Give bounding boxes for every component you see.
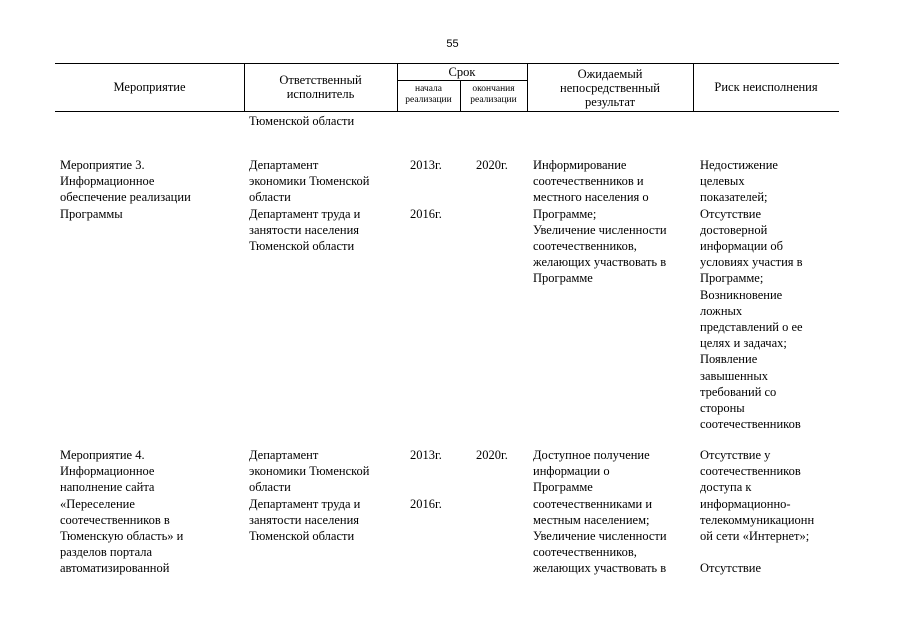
header-executor-line2: исполнитель [286, 87, 355, 101]
row1-executor [249, 157, 390, 254]
row2-risk-line: Отсутствие у [700, 448, 771, 462]
header-term-start-line1: начала [415, 84, 442, 94]
row1-risk-line: ложных [700, 303, 743, 318]
row2-start-1: 2013г. [410, 448, 442, 462]
row2-event-line: соотечественников в [60, 512, 170, 527]
row2-result [533, 447, 667, 577]
row2-event-line: Тюменскую область» и [60, 529, 184, 544]
row1-event-line: Информационное [60, 174, 155, 189]
row2-result-line: Программе [533, 480, 593, 495]
header-risk: Риск неисполнения [714, 80, 818, 94]
row1-risk-line: информации об [700, 239, 783, 254]
row1-end: 2020г. [476, 158, 508, 172]
row1-risk-line: Отсутствие [700, 206, 762, 221]
row1-exec-line: Департамент [249, 158, 319, 172]
row2-event-line: «Переселение [60, 496, 135, 511]
row1-result-line: местного населения о [533, 190, 649, 205]
row1-result-line: соотечественников, [533, 239, 637, 254]
page-number: 55 [446, 38, 459, 50]
row1-risk-line: Возникновение [700, 287, 783, 302]
row1-event-line: обеспечение реализации [60, 190, 191, 205]
header-result-line2: непосредственный [560, 81, 660, 95]
row1-event [60, 157, 191, 222]
row2-risk-line: соотечественников [700, 464, 801, 479]
header-result-line3: результат [584, 95, 636, 109]
row2-exec-line: экономики Тюменской [249, 464, 370, 479]
row1-start-2: 2016г. [410, 207, 442, 221]
header-result [527, 63, 693, 113]
header-result-line1: Ожидаемый [577, 67, 643, 81]
row2-result-line: Увеличение численности [533, 529, 667, 544]
row1-event-line: Программы [60, 206, 123, 221]
row1-exec-line: области [249, 190, 291, 205]
row2-event-line: Мероприятие 4. [60, 448, 145, 462]
row2-result-line: информации о [533, 464, 610, 479]
row1-risk-line: целевых [700, 174, 745, 189]
header-executor [244, 63, 397, 111]
row1-start-1: 2013г. [410, 158, 442, 172]
row1-risk-line: стороны [700, 401, 745, 416]
row1-risk-line: условиях участия в [700, 255, 803, 270]
row1-result-line: Увеличение численности [533, 222, 667, 237]
row1-exec-line [249, 173, 390, 189]
row1-risk-line: Недостижение [700, 158, 778, 172]
header-term-end-line1: окончания [472, 84, 515, 94]
row2-exec-line: области [249, 480, 291, 495]
row1-risk-line: Появление [700, 352, 758, 367]
exec-text: экономики Тюменской [249, 174, 370, 189]
row2-risk-line: телекоммуникационн [700, 512, 815, 527]
row2-executor [249, 447, 370, 544]
row2-exec-line: Департамент труда и [249, 496, 361, 511]
carryover-executor: Тюменской области [249, 114, 355, 128]
header-term-start-line2: реализации [405, 95, 452, 105]
row1-exec-line: Тюменской области [249, 239, 355, 254]
row1-event-line: Мероприятие 3. [60, 158, 145, 172]
row2-start-2: 2016г. [410, 497, 442, 511]
row1-exec-line: Департамент труда и [249, 206, 361, 221]
row1-result-line: желающих участвовать в [533, 255, 667, 270]
row2-exec-line: Тюменской области [249, 529, 355, 544]
header-term-end [460, 84, 527, 106]
row2-event-line: наполнение сайта [60, 480, 155, 495]
row2-risk-line: доступа к [700, 480, 752, 495]
row2-risk [700, 447, 814, 577]
term-subheader-divider [397, 80, 527, 81]
row2-result-line: желающих участвовать в [533, 561, 667, 576]
row2-exec-line: занятости населения [249, 512, 360, 527]
row2-risk-line: Отсутствие [700, 561, 762, 576]
row2-risk-line: информационно- [700, 496, 791, 511]
row2-exec-line: Департамент [249, 448, 319, 462]
row2-event-line: Информационное [60, 464, 155, 479]
row1-risk-line: достоверной [700, 222, 768, 237]
row1-risk-line: представлений о ее [700, 320, 803, 335]
header-bottom-border [55, 111, 839, 112]
row1-result-line: Программе; [533, 206, 597, 221]
row2-event-line: разделов портала [60, 545, 153, 560]
row2-event [60, 447, 183, 577]
row1-risk-line: требований со [700, 384, 777, 399]
row1-risk-line: целях и задачах; [700, 336, 787, 351]
row2-result-line: местным населением; [533, 512, 650, 527]
row1-risk-line: Программе; [700, 271, 764, 286]
row2-risk-line [700, 544, 814, 560]
row2-risk-line: ой сети «Интернет»; [700, 529, 810, 544]
row1-exec-line: занятости населения [249, 222, 360, 237]
row1-risk-line: показателей; [700, 190, 768, 205]
header-term-end-line2: реализации [470, 95, 517, 105]
header-executor-line1: Ответственный [279, 73, 362, 87]
row1-risk-line: соотечественников [700, 417, 801, 432]
row1-risk-line: завышенных [700, 368, 768, 383]
row1-risk [700, 157, 803, 432]
row1-result [533, 157, 667, 287]
header-term: Срок [448, 65, 476, 79]
row2-result-line: соотечественников, [533, 545, 637, 560]
row2-result-line: Доступное получение [533, 448, 650, 462]
header-term-start [397, 84, 460, 106]
row1-result-line: Информирование [533, 158, 627, 172]
row2-result-line: соотечественниками и [533, 496, 653, 511]
row2-event-line: автоматизированной [60, 561, 170, 576]
row2-end: 2020г. [476, 448, 508, 462]
row1-result-line: Программе [533, 271, 593, 286]
header-event: Мероприятие [113, 80, 186, 94]
row1-result-line: соотечественников и [533, 174, 644, 189]
